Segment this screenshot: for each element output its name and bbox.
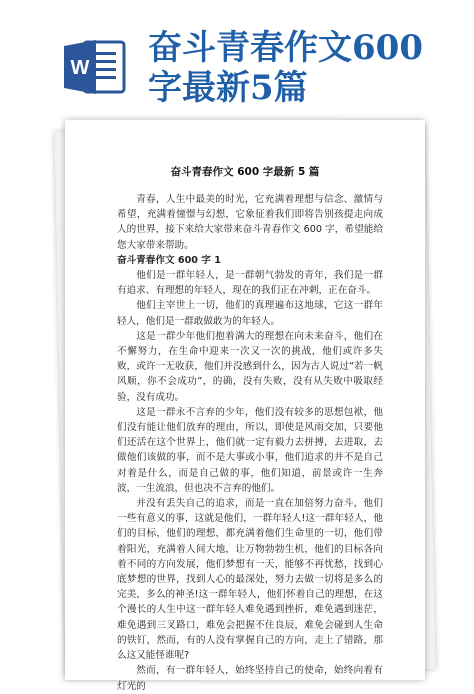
essay-subheading: 奋斗青春作文 600 字 1 [117, 254, 221, 266]
paragraph: 这是一群永不言弃的少年，他们没有较多的思想包袱，他们没有能让他们放弃的理由，所以，即使是风雨交加，只要他们还活在这个世界上，他们就一定有毅力去拼搏，去进取，去做他们该做的事，而不是大事或小事，他们追求的并不是自己对着是什么，而是自己做的事，他们知道，前景或许一生奔波，一生流浪，但也决不言弃的他们。 [117, 406, 383, 494]
banner [0, 0, 474, 140]
paragraph-intro: 青春，人生中最美的时光，它充满着理想与信念、激情与希望，充满着憧憬与幻想，它象征着我们即将告别孩提走向成人的世界，接下来给大家带来奋斗青春作文 600 字，希望能给您大家带来帮助。 [117, 194, 383, 251]
document-heading: 奋斗青春作文 600 字最新 5 篇 [170, 166, 320, 178]
banner-title: 奋斗青春作文600字最新5篇 [148, 28, 423, 108]
svg-text:W: W [70, 57, 90, 79]
paragraph: 这是一群少年他们抱着满大的理想在向未来奋斗，他们在不懈努力，在生命中迎来一次又一次的挑战，他们或许多失败，或许一无收获，他们并没感到什么，因为古人说过“若一帆风顺，你不会成功”，的确，没有失败，没有从失败中吸取经验，没有成功。 [117, 330, 383, 403]
paragraph-truncated: 然而，有一群年轻人，始终坚持自己的使命，始终向着有灯光的 [117, 665, 383, 692]
paragraph: 他们主宰世上一切，他们的真理遍布这地球，它这一群年轻人，他们是一群敢做敢为的年轻人。 [117, 300, 383, 327]
paragraph: 并没有丢失自己的追求，而是一直在加倍努力奋斗，他们一些有意义的事，这就是他们，一群年轻人!这一群年轻人，他们的目标，他们的理想，都充满着他们生命里的一切，他们带着阳光，充满着人间大地，让万物勃勃生机，他们的目标各向着不同的方向发展，他们梦想有一天，能够不再忧愁，找到心底梦想的世界，找到人心的最深处，努力去做一切将是多么的完美，多么的神圣!这一群年轻人，他们怀着自己的理想，在这个漫长的人生中这一群年轻人难免遇到挫折，难免遇到迷茫，难免遇到三叉路口，难免会把握不住良辰，难免会碰到人生命的铁钉，然而，有的人没有掌握自己的方向，走上了错路，那么这又能怪谁呢? [117, 498, 383, 662]
word-logo-icon [62, 36, 128, 98]
paragraph: 他们是一群年轻人，是一群朝气勃发的青年，我们是一群有追求、有理想的年轻人，现在的我们正在冲刺，正在奋斗。 [117, 270, 383, 297]
document-body [117, 192, 383, 694]
document-page [65, 120, 425, 692]
